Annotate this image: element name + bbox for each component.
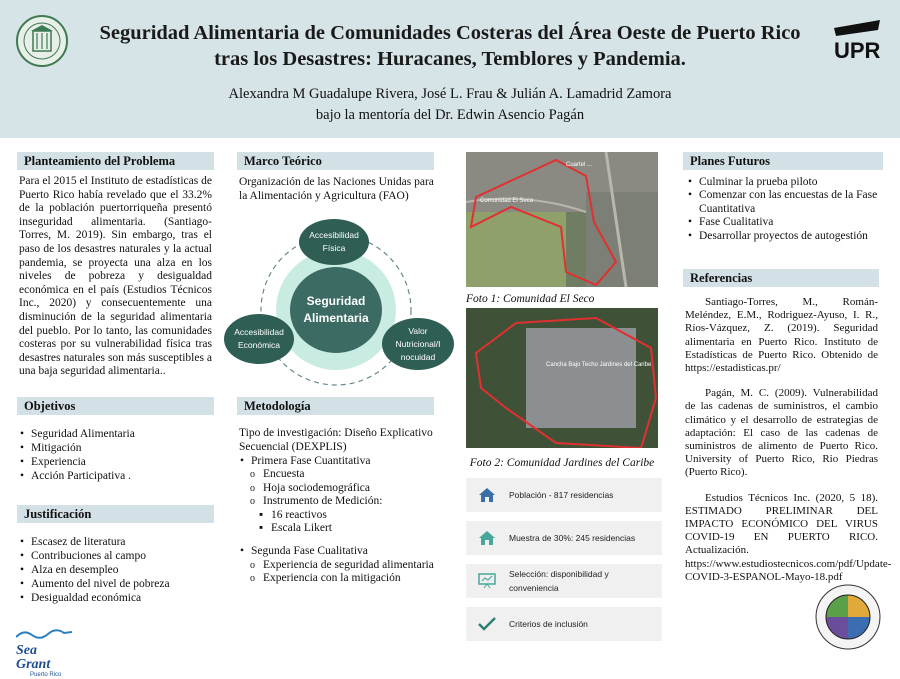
map1-label-el-seco: Comunidad El Seco: [480, 198, 534, 204]
accesibilidad-economica-circle: [224, 314, 294, 364]
list-item: • Escasez de literatura: [19, 535, 214, 549]
presentation-icon: [478, 573, 496, 589]
accesibilidad-fisica-circle: [299, 219, 369, 265]
metodologia-heading: Metodología: [237, 397, 434, 415]
upr-logo-text: UPR: [834, 38, 881, 60]
foto1-caption: Foto 1: Comunidad El Seco: [466, 293, 595, 305]
list-item: • Mitigación: [19, 441, 214, 455]
list-item: o Experiencia de seguridad alimentaria: [239, 559, 439, 572]
sea-grant-name: Sea Grant: [16, 643, 51, 672]
objetivos-list: [19, 427, 214, 483]
reference-item: Estudios Técnicos Inc. (2020, 5 18). ESTIMADO PRELIMINAR DEL IMPACTO ECONÓMICO DEL VIRUS COVID-19 EN PUERTO RICO. Actualización. https://www.estudiostecnicos.com/pdf/Update-COVID-3-ESPANOL-Mayo-18.pdf: [685, 491, 892, 583]
metodologia-tipo: Tipo de investigación: Diseño Explicativo Secuencial (DEXPLIS): [239, 427, 433, 453]
list-item: • Aumento del nivel de pobreza: [19, 577, 214, 591]
list-item: • Fase Cualitativa: [687, 216, 883, 229]
list-item: o Encuesta: [239, 468, 439, 481]
foto2-caption: Foto 2: Comunidad Jardines del Caribe: [469, 457, 655, 469]
justificacion-heading: Justificación: [17, 505, 214, 523]
referencias-heading: Referencias: [683, 269, 879, 287]
planes-list: [687, 176, 883, 243]
seguridad-alimentaria-label: Seguridad Alimentaria: [303, 294, 369, 325]
planes-heading: Planes Futuros: [683, 152, 883, 170]
info-card-text: Muestra de 30%: 245 residencias: [509, 533, 636, 543]
accesibilidad-fisica-label: Accesibilidad Física: [309, 230, 359, 253]
list-item: • Desarrollar proyectos de autogestión: [687, 230, 883, 243]
list-item: • Seguridad Alimentaria: [19, 427, 214, 441]
list-item: o Experiencia con la mitigación: [239, 572, 439, 585]
valor-nutricional-circle: [382, 318, 454, 370]
info-card-text: Criterios de inclusión: [509, 619, 588, 629]
map2-label-cancha: Cancha Bajo Techo Jardines del Caribe: [546, 362, 652, 368]
info-card-text: Selección: disponibilidad y conveniencia: [509, 569, 609, 593]
authors: Alexandra M Guadalupe Rivera, José L. Frau & Julián A. Lamadrid Zamora: [228, 86, 672, 102]
reference-item: Santiago-Torres, M., Román-Meléndez, E.M., Rodriguez-Ayuso, I. R., Ríos-Vázquez, Z. (2019). Seguridad alimentaria en Puerto Rico. Instituto de Estadísticas de Puerto Rico. Obtenido de https://estadisticas.pr/: [685, 296, 878, 375]
info-card-criterios: [466, 607, 662, 641]
upr-logo: [832, 18, 890, 60]
home-icon: [478, 487, 496, 503]
objetivos-heading: Objetivos: [17, 397, 214, 415]
aerial-photo-el-seco: [466, 152, 658, 287]
list-item: • Alza en desempleo: [19, 563, 214, 577]
list-item: ▪ 16 reactivos: [239, 509, 439, 522]
checkmark-icon: [478, 616, 496, 632]
list-item: • Acción Participativa .: [19, 469, 214, 483]
planteamiento-text: Para el 2015 el Instituto de estadísticas de Puerto Rico había revelado que el 33.2% de la población puertorriqueña presentó inseguridad alimentaria. (Santiago-Torres, M. 2019). Sin embargo, tras el paso de los desastres naturales y la actual pandemia, se proyecta una alza en los niveles de pobreza y desigualdad económica en el país (Estudios Técnicos Inc., 2020) y consecuentemente una disminución de la seguridad alimentaria del pueblo. Por lo tanto, las comunidades costeras por su vulnerabilidad física tras desastres naturales son más susceptibles a una baja seguridad alimentaria..: [19, 175, 212, 378]
justificacion-list: [19, 535, 214, 605]
poster-title-line2: tras los Desastres: Huracanes, Temblores y Pandemia.: [214, 48, 686, 70]
house-icon: [478, 530, 496, 546]
sea-grant-logo: [16, 626, 72, 678]
reference-item: Pagán, M. C. (2009). Vulnerabilidad de las cadenas de suministros, el cambio climático y el desarrollo de estrategias de adaptación: El caso de las cadenas de suministros de alimento de Puerto Rico. University of Puerto Rico, Rio Piedras (Puerto Rico).: [685, 387, 878, 479]
marco-intro: Organización de las Naciones Unidas para la Alimentación y Agricultura (FAO): [239, 176, 434, 202]
list-item: • Culminar la prueba piloto: [687, 176, 883, 189]
community-research-seal-logo: [815, 584, 881, 650]
info-card-text: Población - 817 residencias: [509, 490, 614, 500]
list-item: • Experiencia: [19, 455, 214, 469]
marco-heading: Marco Teórico: [237, 152, 434, 170]
info-card-seleccion: [466, 564, 662, 598]
list-item: o Instrumento de Medición:: [239, 495, 439, 508]
seguridad-alimentaria-circle: [290, 267, 382, 353]
list-item: • Primera Fase Cuantitativa: [239, 455, 439, 468]
map1-label-cuartel: Cuartel ...: [566, 162, 593, 168]
aerial-photo-jardines-del-caribe: [466, 308, 658, 448]
metodologia-list: [239, 455, 439, 586]
valor-nutricional-label: Valor Nutricional/I nocuidad: [395, 325, 441, 362]
referencias-list: [685, 296, 892, 596]
list-item: • Comenzar con las encuestas de la Fase Cuantitativa: [687, 189, 883, 216]
list-item: • Contribuciones al campo: [19, 549, 214, 563]
sea-grant-sub: Puerto Rico: [30, 672, 62, 678]
mentor: bajo la mentoría del Dr. Edwin Asencio Pagán: [315, 107, 585, 123]
list-item: • Desigualdad económica: [19, 591, 214, 605]
list-item: • Segunda Fase Cualitativa: [239, 545, 439, 558]
poster-title-line1: Seguridad Alimentaria de Comunidades Costeras del Área Oeste de Puerto Rico: [99, 22, 801, 44]
fao-diagram: [224, 216, 460, 386]
planteamiento-heading: Planteamiento del Problema: [17, 152, 214, 170]
accesibilidad-economica-label: Accesibilidad Económica: [234, 327, 284, 350]
list-item: ▪ Escala Likert: [239, 522, 439, 535]
info-card-poblacion: [466, 478, 662, 512]
university-seal-logo: [16, 15, 68, 67]
info-card-muestra: [466, 521, 662, 555]
list-item: o Hoja sociodemográfica: [239, 482, 439, 495]
